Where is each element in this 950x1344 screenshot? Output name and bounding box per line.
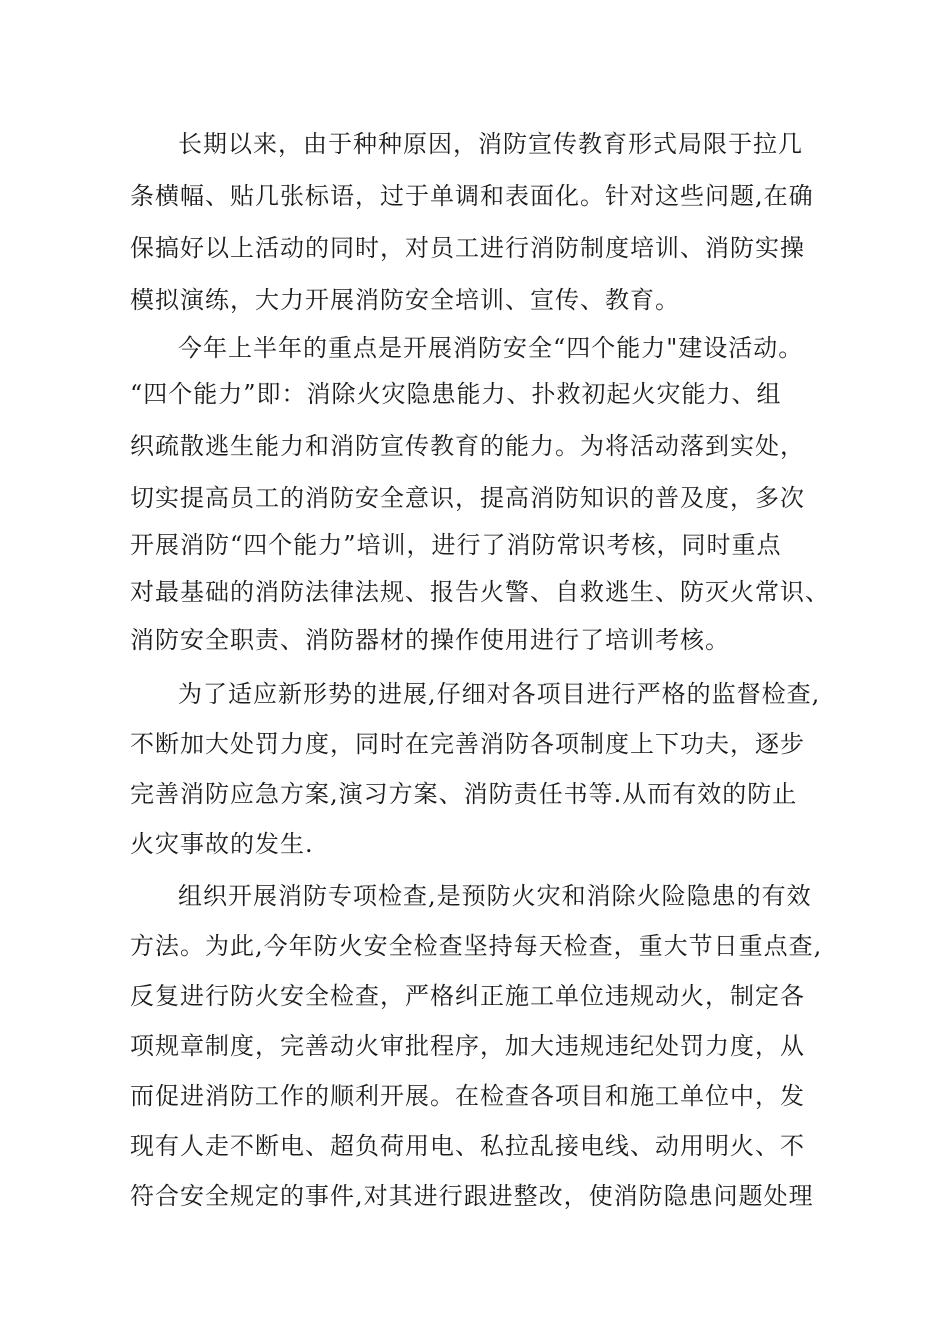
paragraph-2-line-1: 今年上半年的重点是开展消防安全“四个能力"建设活动。 bbox=[178, 334, 804, 362]
paragraph-2-line-7: 消防安全职责、消防器材的操作使用进行了培训考核。 bbox=[130, 626, 730, 654]
paragraph-4-line-2: 方法。为此,今年防火安全检查坚持每天检查，重大节日重点查, bbox=[130, 932, 823, 960]
paragraph-2-line-5: 开展消防“四个能力”培训，进行了消防常识考核，同时重点 bbox=[130, 531, 782, 559]
paragraph-3-line-1: 为了适应新形势的进展,仔细对各项目进行严格的监督检查, bbox=[178, 680, 821, 708]
paragraph-3-line-4: 火灾事故的发生. bbox=[130, 830, 314, 858]
paragraph-1-line-4: 模拟演练，大力开展消防安全培训、宣传、教育。 bbox=[130, 286, 680, 314]
paragraph-2-line-6: 对最基础的消防法律法规、报告火警、自救逃生、防灭火常识、 bbox=[130, 578, 830, 606]
paragraph-4-line-7: 符合安全规定的事件,对其进行跟进整改，使消防隐患问题处理 bbox=[130, 1182, 814, 1210]
paragraph-4-line-1: 组织开展消防专项检查,是预防火灾和消除火险隐患的有效 bbox=[178, 882, 812, 910]
paragraph-2-line-3: 织疏散逃生能力和消防宣传教育的能力。为将活动落到实处， bbox=[130, 432, 805, 460]
paragraph-2-line-4: 切实提高员工的消防安全意识，提高消防知识的普及度，多次 bbox=[130, 484, 805, 512]
paragraph-4-line-6: 现有人走不断电、超负荷用电、私拉乱接电线、动用明火、不 bbox=[130, 1132, 805, 1160]
paragraph-4-line-5: 而促进消防工作的顺利开展。在检查各项目和施工单位中，发 bbox=[130, 1082, 805, 1110]
paragraph-1-line-2: 条横幅、贴几张标语，过于单调和表面化。针对这些问题,在确 bbox=[130, 182, 814, 210]
paragraph-1-line-1: 长期以来，由于种种原因，消防宣传教育形式局限于拉几 bbox=[178, 130, 803, 158]
paragraph-3-line-3: 完善消防应急方案,演习方案、消防责任书等.从而有效的防止 bbox=[130, 780, 798, 808]
paragraph-4-line-4: 项规章制度，完善动火审批程序，加大违规违纪处罚力度，从 bbox=[130, 1032, 805, 1060]
paragraph-2-line-2: “四个能力”即：消除火灾隐患能力、扑救初起火灾能力、组 bbox=[130, 380, 782, 408]
paragraph-4-line-3: 反复进行防火安全检查，严格纠正施工单位违规动火，制定各 bbox=[130, 982, 805, 1010]
paragraph-1-line-3: 保搞好以上活动的同时，对员工进行消防制度培训、消防实操 bbox=[130, 234, 805, 262]
paragraph-3-line-2: 不断加大处罚力度，同时在完善消防各项制度上下功夫，逐步 bbox=[130, 730, 805, 758]
